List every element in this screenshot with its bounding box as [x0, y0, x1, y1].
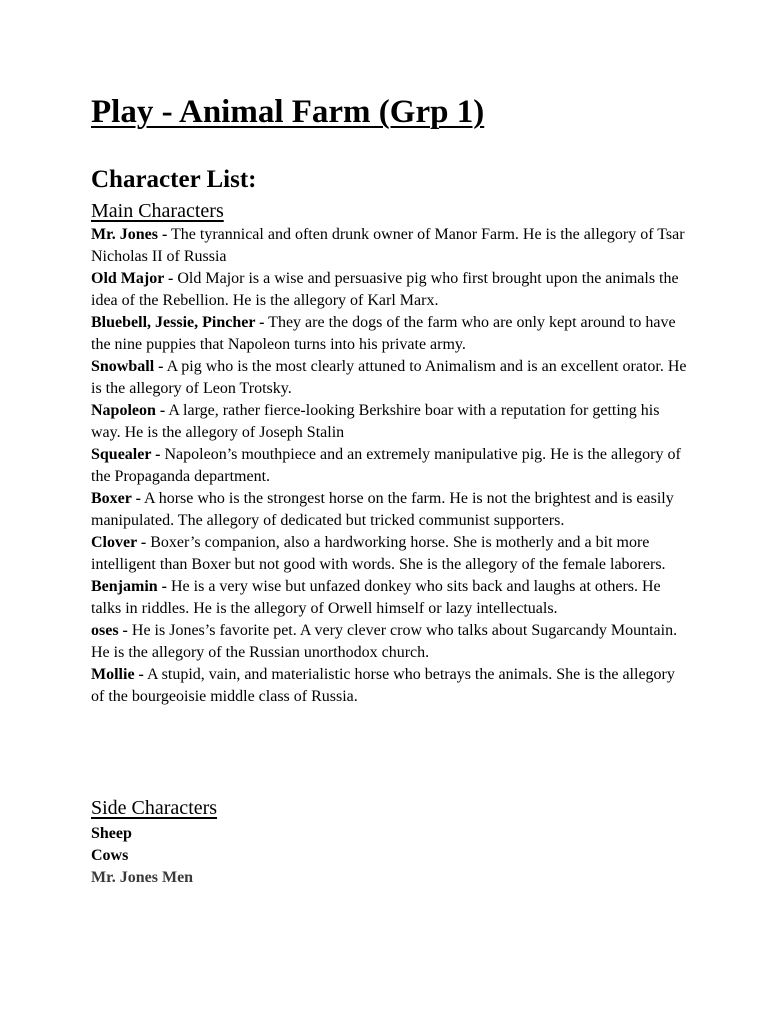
main-characters-list	[91, 224, 691, 708]
character-name: oses -	[91, 622, 128, 639]
document-title: Play - Animal Farm (Grp 1)	[91, 94, 485, 130]
character-name: Benjamin -	[91, 578, 167, 595]
character-name: Old Major -	[91, 270, 174, 287]
character-name: Mr. Jones -	[91, 226, 168, 243]
character-name: Napoleon -	[91, 402, 166, 419]
character-description: Napoleon’s mouthpiece and an extremely manipulative pig. He is the allegory of the Propaganda department.	[91, 446, 681, 485]
character-entry-dogs	[91, 312, 691, 356]
character-entry-napoleon	[91, 400, 691, 444]
side-characters-heading: Side Characters	[91, 797, 218, 819]
character-name: Squealer -	[91, 446, 161, 463]
character-entry-old-major	[91, 268, 691, 312]
character-name: Snowball -	[91, 358, 164, 375]
character-entry-snowball	[91, 356, 691, 400]
character-name: Clover -	[91, 534, 147, 551]
character-entry-moses	[91, 620, 691, 664]
side-character-item: Sheep	[91, 825, 132, 842]
character-list-heading: Character List:	[91, 166, 257, 193]
side-character-item: Mr. Jones Men	[91, 869, 194, 886]
character-entry-benjamin	[91, 576, 691, 620]
character-description: A large, rather fierce-looking Berkshire boar with a reputation for getting his way. He is the allegory of Joseph Stalin	[91, 402, 660, 441]
side-characters-list	[91, 823, 193, 889]
character-description: He is a very wise but unfazed donkey who sits back and laughs at others. He talks in riddles. He is the allegory of Orwell himself or lazy intellectuals.	[91, 578, 661, 617]
character-entry-clover	[91, 532, 691, 576]
character-description: They are the dogs of the farm who are only kept around to have the nine puppies that Napoleon turns into his private army.	[91, 314, 676, 353]
character-entry-mollie	[91, 664, 691, 708]
character-name: Bluebell, Jessie, Pincher -	[91, 314, 265, 331]
character-entry-mr-jones	[91, 224, 691, 268]
character-description: A horse who is the strongest horse on the farm. He is not the brightest and is easily manipulated. The allegory of dedicated but tricked communist supporters.	[91, 490, 674, 529]
side-character-item: Cows	[91, 847, 129, 864]
character-description: A pig who is the most clearly attuned to Animalism and is an excellent orator. He is the allegory of Leon Trotsky.	[91, 358, 687, 397]
character-name: Mollie -	[91, 666, 144, 683]
character-entry-boxer	[91, 488, 691, 532]
character-description: The tyrannical and often drunk owner of Manor Farm. He is the allegory of Tsar Nicholas II of Russia	[91, 226, 685, 265]
character-description: A stupid, vain, and materialistic horse who betrays the animals. She is the allegory of the bourgeoisie middle class of Russia.	[91, 666, 675, 705]
character-description: Boxer’s companion, also a hardworking horse. She is motherly and a bit more intelligent than Boxer but not good with words. She is the allegory of the female laborers.	[91, 534, 666, 573]
character-description: Old Major is a wise and persuasive pig who first brought upon the animals the idea of the Rebellion. He is the allegory of Karl Marx.	[91, 270, 679, 309]
character-name: Boxer -	[91, 490, 141, 507]
character-description: He is Jones’s favorite pet. A very clever crow who talks about Sugarcandy Mountain. He is the allegory of the Russian unorthodox church.	[91, 622, 678, 661]
main-characters-heading: Main Characters	[91, 200, 224, 222]
character-entry-squealer	[91, 444, 691, 488]
